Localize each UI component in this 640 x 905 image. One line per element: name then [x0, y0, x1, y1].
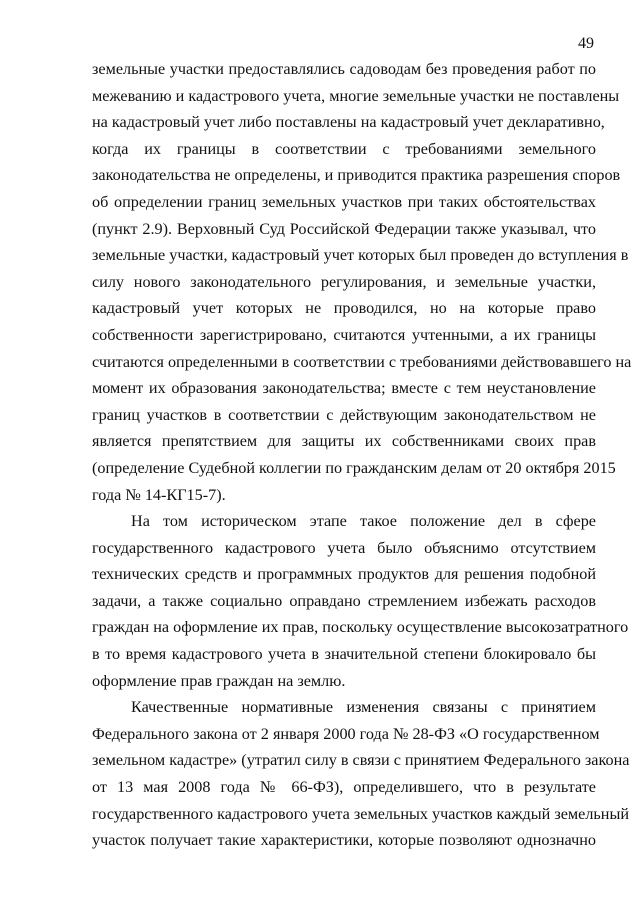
text-line: Федерального закона от 2 января 2000 года № 28-ФЗ «О государственном [92, 724, 600, 743]
text-line: законодательства не определены, и приводится практика разрешения споров [92, 166, 621, 185]
text-line: когда их границы в соответствии с требованиями земельного [92, 139, 596, 158]
text-line: года № 14-КГ15-7). [92, 485, 226, 504]
text-line: задачи, а также социально оправдано стремлением избежать расходов [92, 591, 596, 610]
text-line: об определении границ земельных участков при таких обстоятельствах [92, 192, 596, 211]
document-body [92, 56, 632, 854]
text-line: На том историческом этапе такое положение дел в сфере [131, 512, 596, 531]
text-line: силу нового законодательного регулирования, и земельные участки, [92, 272, 596, 291]
text-line: государственного кадастрового учета было объяснимо отсутствием [92, 538, 596, 557]
text-line: участок получает такие характеристики, которые позволяют однозначно [92, 831, 596, 850]
paragraph [92, 56, 632, 508]
text-line: собственности зарегистрировано, считаются учтенными, а их границы [92, 325, 596, 344]
text-line: в то время кадастрового учета в значительной степени блокировало бы [92, 645, 596, 664]
text-line: (определение Судебной коллегии по гражданским делам от 20 октября 2015 [92, 458, 616, 477]
text-line: земельные участки, кадастровый учет которых был проведен до вступления в [92, 246, 629, 265]
text-line: является препятствием для защиты их собственниками своих прав [92, 432, 596, 451]
text-line: от 13 мая 2008 года № 66-ФЗ), определившего, что в результате [92, 778, 596, 797]
text-line: на кадастровый учет либо поставлены на кадастровый учет декларативно, [92, 113, 605, 132]
text-line: оформление прав граждан на землю. [92, 671, 346, 690]
text-line: (пункт 2.9). Верховный Суд Российской Федерации также указывал, что [92, 219, 596, 238]
text-line: межеванию и кадастрового учета, многие земельные участки не поставлены [92, 86, 620, 105]
text-line: момент их образования законодательства; вместе с тем неустановление [92, 379, 596, 398]
text-line: земельные участки предоставлялись садоводам без проведения работ по [92, 60, 596, 78]
page-number: 49 [578, 35, 594, 52]
paragraph [92, 508, 629, 694]
text-line: технических средств и программных продуктов для решения подобной [92, 565, 596, 584]
paragraph [92, 694, 630, 854]
text-line: кадастровый учет которых не проводился, но на которые право [92, 299, 596, 318]
text-line: земельном кадастре» (утратил силу в связи с принятием Федерального закона [92, 751, 630, 770]
text-line: граждан на оформление их прав, поскольку осуществление высокозатратного [92, 618, 629, 637]
text-line: границ участков в соответствии с действующим законодательством не [92, 405, 596, 424]
text-line: считаются определенными в соответствии с требованиями действовавшего на [92, 352, 632, 371]
text-line: государственного кадастрового учета земельных участков каждый земельный [92, 804, 630, 823]
text-line: Качественные нормативные изменения связаны с принятием [131, 698, 596, 717]
